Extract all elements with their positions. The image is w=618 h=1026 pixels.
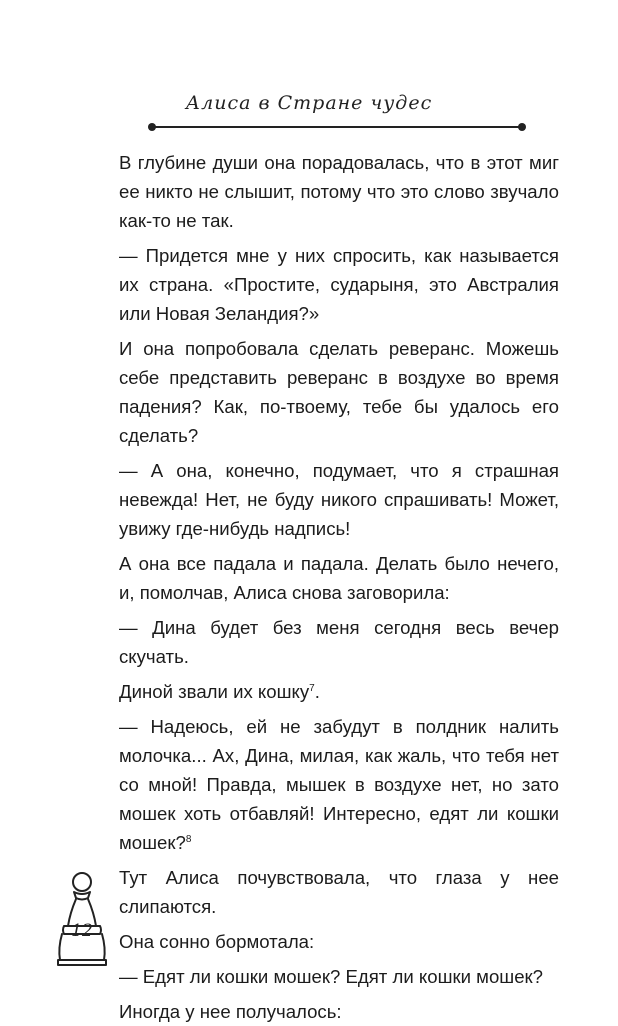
- footnote-marker[interactable]: 8: [185, 833, 192, 845]
- running-head-title: Алиса в Стране чудес: [185, 92, 433, 114]
- paragraph: — Придется мне у них спросить, как называется их страна. «Простите, сударыня, это Австралия или Новая Зеландия?»: [119, 245, 559, 324]
- chess-pawn-icon: [52, 868, 112, 968]
- paragraph: — Надеюсь, ей не забудут в полдник налить молочка... Ах, Дина, милая, как жаль, что тебя нет со мной! Правда, мышек в воздухе нет, но зато мошек хоть отбавляй! Интересно, едят ли кошки мошек?$^8$: [119, 716, 559, 853]
- paragraph: — Едят ли кошки мошек? Едят ли кошки мошек?: [119, 966, 544, 987]
- paragraph: В глубине души она порадовалась, что в этот миг ее никто не слышит, потому что это слово звучало как-то не так.: [119, 152, 559, 231]
- paragraph: И она попробовала сделать реверанс. Можешь себе представить реверанс в воздухе во время падения? Как, по-твоему, тебе бы удалось его сделать?: [119, 338, 559, 446]
- rule-dot-left: [148, 123, 156, 131]
- paragraph: — А она, конечно, подумает, что я страшная невежда! Нет, не буду никого спрашивать! Может, увижу где-нибудь надпись!: [119, 460, 559, 539]
- page-number: 12: [71, 921, 93, 941]
- paragraph: — Дина будет без меня сегодня весь вечер скучать.: [119, 617, 559, 667]
- paragraph: Диной звали их кошку$^7$.: [119, 681, 320, 702]
- footnote-marker[interactable]: 7: [309, 682, 315, 694]
- paragraph: А она все падала и падала. Делать было нечего, и, помолчав, Алиса снова заговорила:: [119, 553, 559, 603]
- header-rule: [152, 126, 522, 128]
- body-text: [119, 148, 559, 1026]
- paragraph: Она сонно бормотала:: [119, 931, 315, 952]
- paragraph: Иногда у нее получалось:: [119, 1001, 342, 1022]
- rule-dot-right: [518, 123, 526, 131]
- paragraph: Тут Алиса почувствовала, что глаза у нее слипаются.: [119, 867, 559, 917]
